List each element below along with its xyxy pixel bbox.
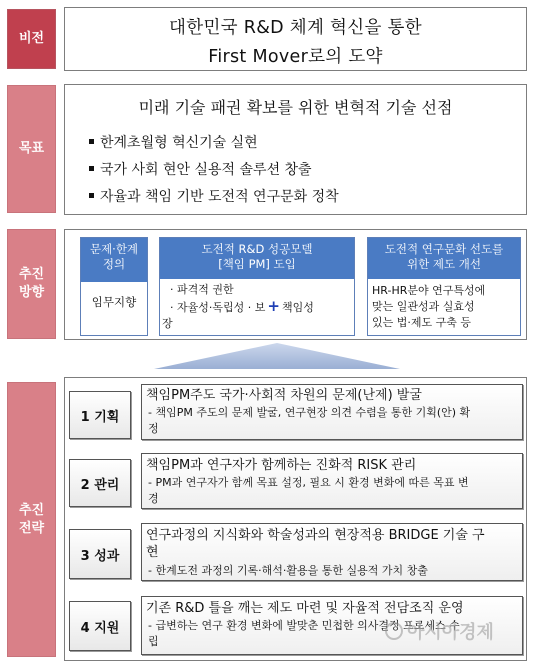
watermark-icon	[385, 622, 403, 640]
strategy-box-planning	[141, 384, 523, 440]
strategy-title: 기존 R&D 틀을 깨는 제도 마련 및 자율적 전담조직 운영	[146, 601, 464, 616]
strategy-title: 연구과정의 지식화와 학술성과의 현장적용 BRIDGE 기술 구	[146, 528, 485, 543]
strategy-desc: 경	[148, 492, 159, 505]
card-body: HR-HR분야 연구특성에 맞는 일관성과 실효성 있는 법·제도 구축 등	[372, 284, 486, 329]
strategy-title: 책임PM주도 국가·사회적 차원의 문제(난제) 발굴	[146, 388, 422, 403]
card-body: 임무지향	[91, 295, 137, 309]
card-header: 문제·한계 정의	[81, 238, 147, 282]
strategy-desc: - 급변하는 연구 환경 변화에 발맞춘 민첩한 의사결정 프로세스 수	[148, 619, 460, 632]
plus-icon: +	[267, 297, 280, 315]
category-direction: 추진 방향	[7, 229, 56, 339]
strategy-desc: - 책임PM 주도의 문제 발굴, 연구현장 의견 수렴을 통한 기획(안) 확	[148, 406, 471, 419]
strategy-title-cont: 현	[146, 545, 159, 560]
vision-line1: 대한민국 R&D 체계 혁신을 통한	[169, 18, 422, 38]
strategy-label-support: 4 지원	[69, 601, 131, 651]
strategy-box-outcome	[141, 523, 523, 581]
card-header: 도전적 연구문화 선도를 위한 제도 개선	[368, 238, 520, 279]
goal-item: 한계초월형 혁신기술 실현	[89, 132, 258, 152]
card-body: · 파격적 권한 · 자율성·독립성 · 보 + 책임성 장	[162, 283, 314, 330]
strategy-desc: - 한계도전 과정의 기록·해석·활용을 통한 실용적 가치 창출	[148, 564, 428, 577]
category-strategy: 추진 전략	[7, 382, 56, 657]
strategy-label-planning: 1 기획	[69, 391, 131, 439]
watermark-logo: 아시아경제	[385, 618, 525, 648]
goal-title: 미래 기술 패권 확보를 위한 변혁적 기술 선점	[138, 98, 453, 117]
category-goal: 목표	[7, 85, 56, 213]
goal-item: 자율과 책임 기반 도전적 연구문화 정착	[89, 186, 339, 206]
strategy-box-management	[141, 453, 523, 509]
strategy-label-outcome: 3 성과	[69, 529, 131, 579]
strategy-label-management: 2 관리	[69, 459, 131, 507]
strategy-desc: - PM과 연구자가 함께 목표 설정, 필요 시 환경 변화에 따른 목표 변	[148, 476, 469, 489]
goal-item: 국가 사회 현안 실용적 솔루션 창출	[89, 159, 312, 179]
strategy-desc: 정	[148, 422, 159, 435]
vision-line2: First Mover로의 도약	[208, 47, 383, 67]
card-header: 도전적 R&D 성공모델 [책임 PM] 도입	[160, 238, 354, 279]
category-vision: 비전	[7, 9, 56, 69]
strategy-title: 책임PM과 연구자가 함께하는 진화적 RISK 관리	[146, 458, 417, 473]
strategy-desc: 립	[148, 635, 159, 648]
